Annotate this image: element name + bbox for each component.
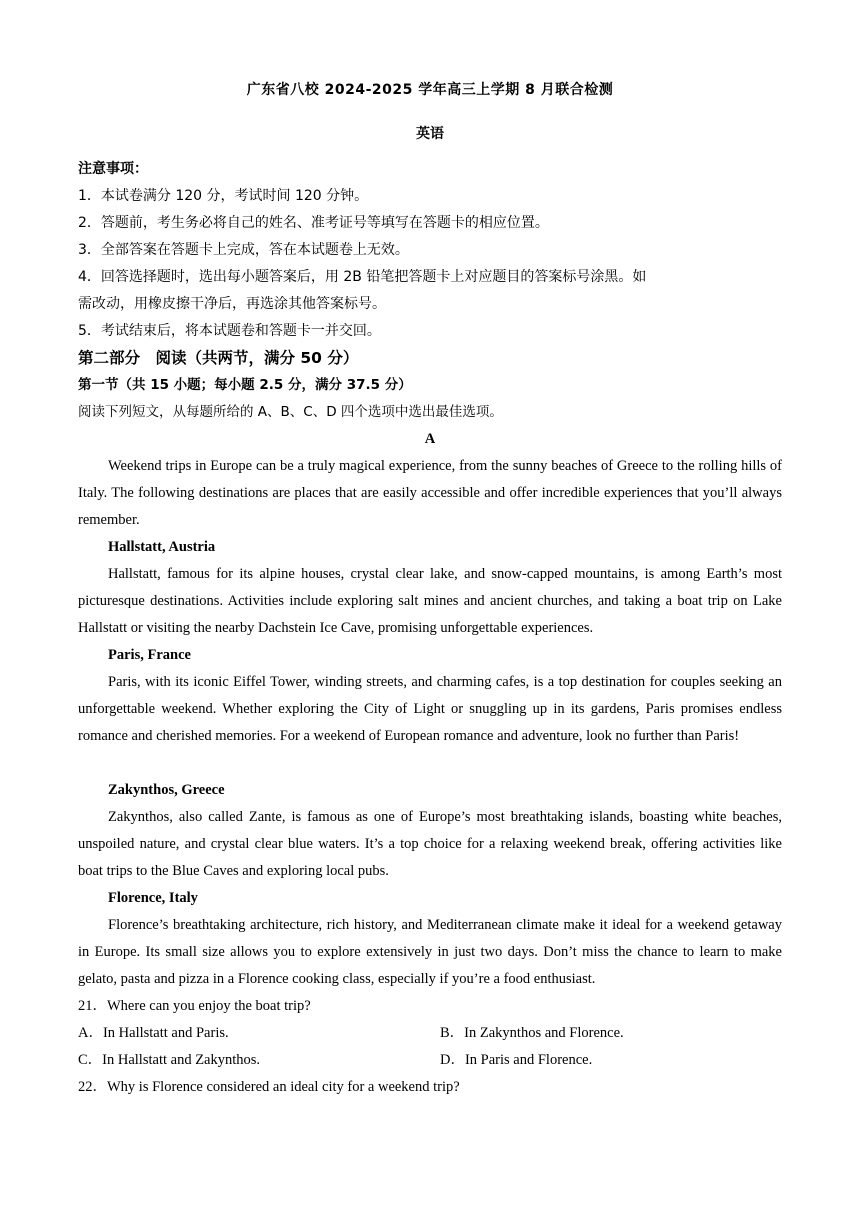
notice-item: 1．本试卷满分 120 分，考试时间 120 分钟。 (78, 188, 369, 204)
question-stem: 21．Where can you enjoy the boat trip? (78, 998, 311, 1014)
section-instruction: 阅读下列短文，从每题所给的 A、B、C、D 四个选项中选出最佳选项。 (78, 404, 503, 420)
option-d[interactable]: D．In Paris and Florence. (440, 1052, 593, 1068)
place-description: Zakynthos, also called Zante, is famous as one of Europe’s most breathtaking islands, boasting white beaches, unspoiled nature, and crystal clear blue waters. It’s a top choice for a relaxing weekend break, offering activities like boat trips to the Blue Caves and exploring local pubs. (78, 809, 782, 879)
option-c[interactable]: C．In Hallstatt and Zakynthos. (78, 1052, 261, 1068)
section-part-heading: 第二部分 阅读（共两节，满分 50 分） (78, 349, 359, 367)
notice-item: 2．答题前，考生务必将自己的姓名、准考证号等填写在答题卡的相应位置。 (78, 215, 549, 231)
passage-intro: Weekend trips in Europe can be a truly magical experience, from the sunny beaches of Greece to the rolling hills of Italy. The following destinations are places that are easily accessible and offer incredible experiences that you’ll always remember. (78, 458, 782, 528)
option-a[interactable]: A．In Hallstatt and Paris. (78, 1025, 229, 1041)
notice-item: 需改动，用橡皮擦干净后，再选涂其他答案标号。 (78, 296, 386, 312)
question-stem: 22．Why is Florence considered an ideal city for a weekend trip? (78, 1079, 460, 1095)
notice-item: 5．考试结束后，将本试题卷和答题卡一并交回。 (78, 323, 381, 339)
section-sub-heading: 第一节（共 15 小题；每小题 2.5 分，满分 37.5 分） (78, 377, 412, 393)
place-heading: Paris, France (108, 647, 191, 663)
notice-item: 4．回答选择题时，选出每小题答案后，用 2B 铅笔把答题卡上对应题目的答案标号涂黑。如 (78, 269, 647, 285)
place-description: Hallstatt, famous for its alpine houses, crystal clear lake, and snow-capped mountains, is among Earth’s most picturesque destinations. Activities include exploring salt mines and ancient churches, and taking a boat trip on Lake Hallstatt or visiting the nearby Dachstein Ice Cave, promising unforgettable experiences. (78, 566, 782, 636)
place-description: Paris, with its iconic Eiffel Tower, winding streets, and charming cafes, is a top destination for couples seeking an unforgettable weekend. Whether exploring the City of Light or snuggling up in its gardens, Paris promises endless romance and cherished memories. For a weekend of European romance and adventure, look no further than Paris! (78, 674, 782, 744)
notice-heading: 注意事项： (78, 161, 148, 177)
place-description: Florence’s breathtaking architecture, rich history, and Mediterranean climate make it ideal for a weekend getaway in Europe. Its small size allows you to explore extensively in just two days. Don’t miss the chance to learn to make gelato, pasta and pizza in a Florence cooking class, especially if you’re a food enthusiast. (78, 917, 782, 987)
notice-item: 3．全部答案在答题卡上完成，答在本试题卷上无效。 (78, 242, 409, 258)
place-heading: Zakynthos, Greece (108, 782, 225, 798)
option-b[interactable]: B．In Zakynthos and Florence. (440, 1025, 624, 1041)
place-heading: Hallstatt, Austria (108, 539, 216, 555)
page-title: 广东省八校 2024-2025 学年高三上学期 8 月联合检测 (246, 82, 614, 98)
place-heading: Florence, Italy (108, 890, 198, 906)
passage-label: A (424, 431, 436, 447)
subject-title: 英语 (416, 126, 444, 142)
